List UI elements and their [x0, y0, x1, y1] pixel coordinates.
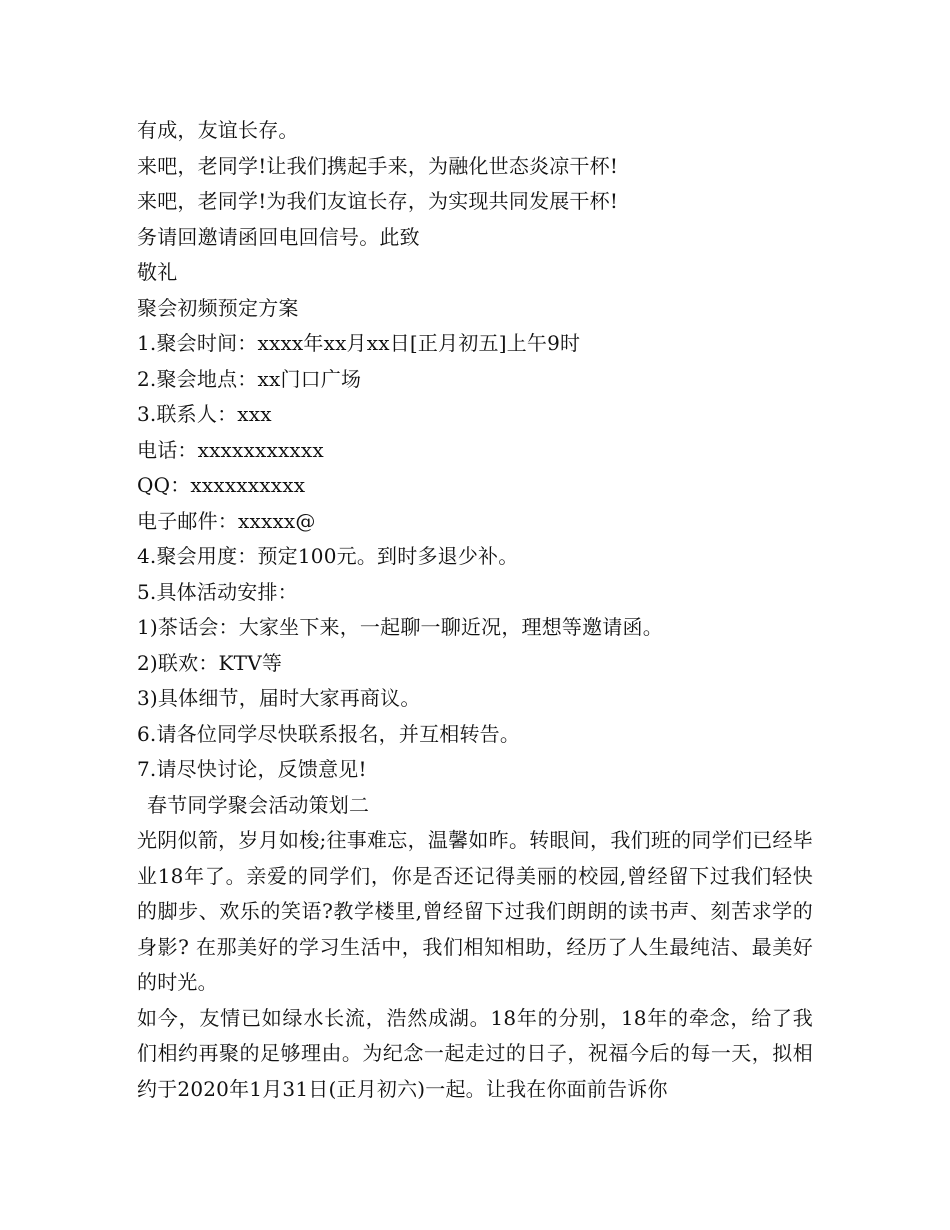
list-item: 电话：xxxxxxxxxxx [137, 437, 324, 462]
list-item: 3.联系人：xxx [137, 402, 272, 426]
paragraph: 光阴似箭，岁月如梭;往事难忘，温馨如昨。转眼间，我们班的同学们已经毕业18年了。亲爱的同学们，你是否还记得美丽的校园,曾经留下过我们轻快的脚步、欢乐的笑语?教学楼里,曾经留下过我们朗朗的读书声、刻苦求学的身影? 在那美好的学习生活中，我们相知相助，经历了人生最纯洁、最美好的时光。 [137, 828, 813, 994]
list-item: 电子邮件：xxxxx@ [137, 508, 316, 533]
text-line: 有成，友谊长存。 [137, 118, 299, 142]
list-item: 5.具体活动安排： [137, 579, 298, 604]
text-line: 来吧，老同学!让我们携起手来，为融化世态炎凉干杯! [137, 153, 619, 178]
document-body [137, 113, 827, 1107]
text-line: 务请回邀请函回电回信号。此致 [137, 224, 420, 249]
section-heading: 春节同学聚会活动策划二 [147, 792, 370, 817]
list-item: 2.聚会地点：xx门口广场 [137, 366, 362, 391]
list-item: 2)联欢：KTV等 [137, 650, 283, 675]
list-item: 3)具体细节，届时大家再商议。 [137, 686, 421, 710]
list-item: 1)茶话会：大家坐下来，一起聊一聊近况，理想等邀请函。 [137, 615, 663, 639]
list-item: QQ：xxxxxxxxxx [137, 473, 306, 497]
text-line: 聚会初频预定方案 [137, 295, 299, 320]
text-line: 敬礼 [137, 260, 178, 284]
list-item: 1.聚会时间：xxxx年xx月xx日[正月初五]上午9时 [137, 331, 581, 355]
list-item: 6.请各位同学尽快联系报名，并互相转告。 [137, 721, 521, 746]
text-line: 来吧，老同学!为我们友谊长存，为实现共同发展干杯! [137, 189, 619, 213]
list-item: 4.聚会用度：预定100元。到时多退少补。 [137, 544, 519, 568]
paragraph: 如今，友情已如绿水长流，浩然成湖。18年的分别，18年的牵念，给了我们相约再聚的足够理由。为纪念一起走过的日子，祝福今后的每一天，拟相约于2020年1月31日(正月初六)一起。让我在你面前告诉你 [137, 1005, 813, 1101]
list-item: 7.请尽快讨论，反馈意见! [137, 757, 367, 781]
